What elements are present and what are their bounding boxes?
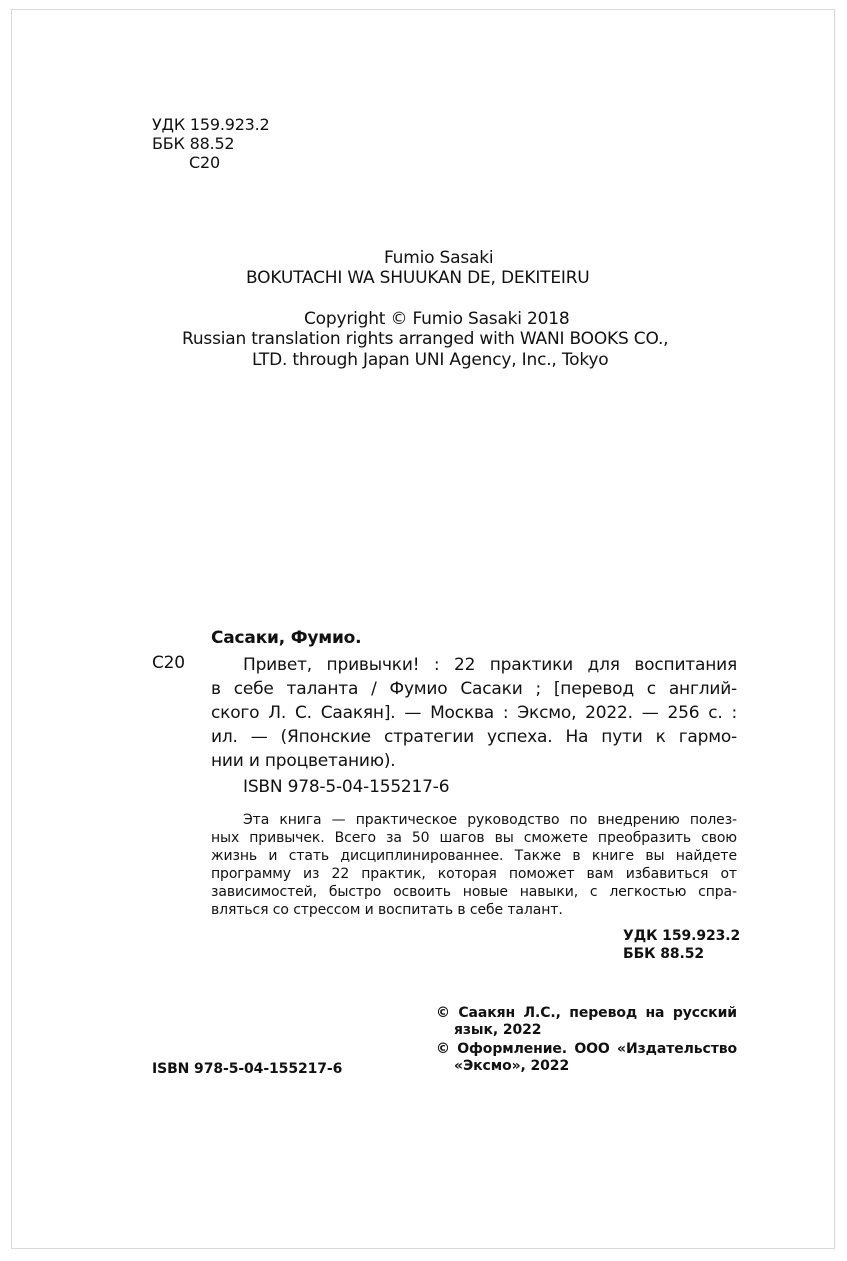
footer-copyright-line: © Саакян Л.С., перевод на русский [436,1005,737,1021]
catalog-mark: С20 [152,653,185,673]
catalog-udk: УДК 159.923.2 [623,928,741,944]
author-mark: С20 [189,153,220,172]
annotation-line: вляться со стрессом и воспитать в себе талант. [211,902,563,918]
annotation-line: программу из 22 практик, которая поможет вам избавиться от [211,866,737,882]
original-title: BOKUTACHI WA SHUUKAN DE, DEKITEIRU [246,268,590,288]
catalog-heading: Сасаки, Фумио. [211,628,362,648]
book-page [11,9,835,1249]
udk-code: УДК 159.923.2 [152,115,270,134]
catalog-isbn: ISBN 978-5-04-155217-6 [243,777,450,797]
description-line: ил. — (Японские стратегии успеха. На пути к гармо- [211,727,737,747]
copyright-line: Copyright © Fumio Sasaki 2018 [304,309,570,329]
bbk-code: ББК 88.52 [152,134,235,153]
description-line: в себе таланта / Фумио Сасаки ; [перевод с англий- [211,679,737,699]
footer-copyright-line: «Эксмо», 2022 [454,1058,570,1074]
description-line: Привет, привычки! : 22 практики для воспитания [243,655,737,675]
description-line: нии и процветанию). [211,751,396,771]
annotation-line: Эта книга — практическое руководство по внедрению полез- [243,812,737,828]
copyright-line: LTD. through Japan UNI Agency, Inc., Tokyo [252,350,609,370]
annotation-line: жизнь и стать дисциплинированнее. Также в книге вы найдете [211,848,737,864]
footer-isbn: ISBN 978-5-04-155217-6 [152,1061,343,1077]
copyright-line: Russian translation rights arranged with WANI BOOKS CO., [182,329,669,349]
annotation-line: ных привычек. Всего за 50 шагов вы сможете преобразить свою [211,830,737,846]
original-author: Fumio Sasaki [384,248,494,268]
footer-copyright-line: язык, 2022 [454,1022,542,1038]
description-line: ского Л. С. Саакян]. — Москва : Эксмо, 2022. — 256 с. : [211,703,737,723]
catalog-bbk: ББК 88.52 [623,946,705,962]
footer-copyright-line: © Оформление. ООО «Издательство [436,1041,737,1057]
annotation-line: зависимостей, быстро освоить новые навыки, с легкостью спра- [211,884,737,900]
